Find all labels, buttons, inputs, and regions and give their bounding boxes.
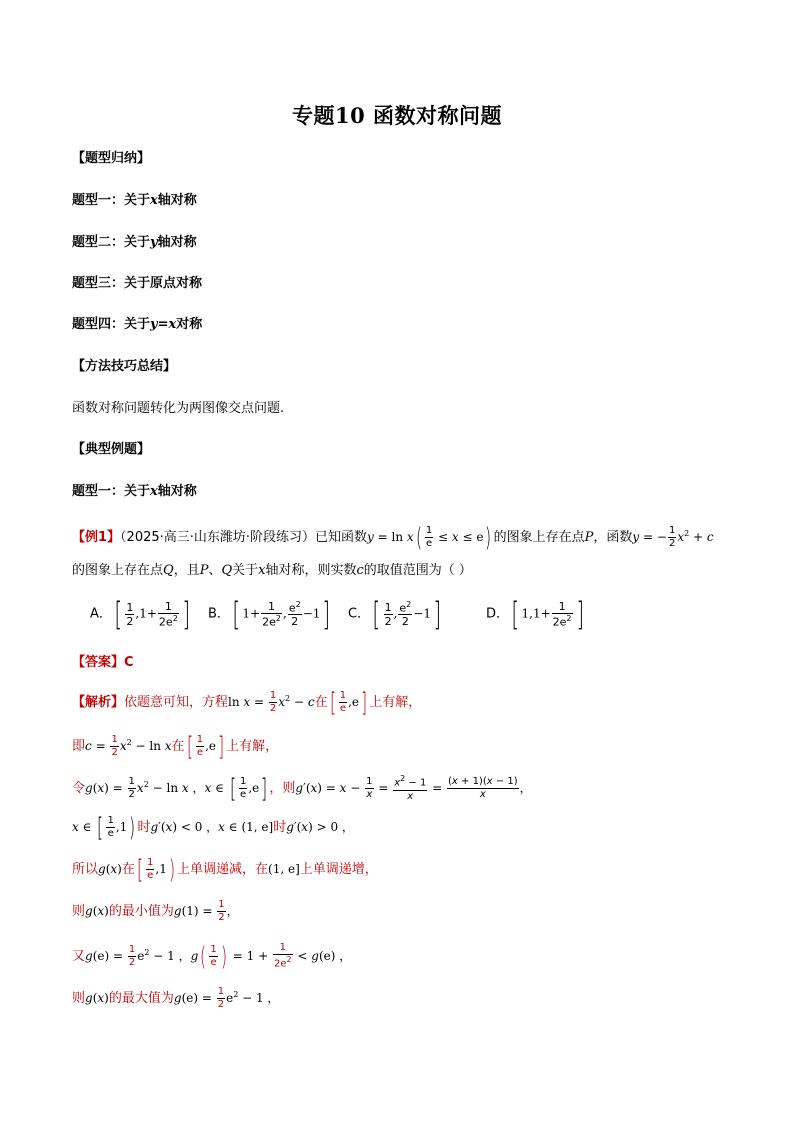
type3-line: 题型三：关于原点对称 xyxy=(72,276,203,291)
option-c[interactable]: C．[ $\frac{1}{2}$ , $\frac{e^2}{2}$ −1] xyxy=(348,595,441,633)
example-label: 【例1】 xyxy=(72,530,121,545)
analysis-line-5: 所以g(x)在[ $\frac{1}{e}$ ,1) 上单调递减，在(1, e]上单调递增， xyxy=(72,854,378,885)
type4-line: 题型四：关于y=x对称 xyxy=(72,317,203,332)
example-line-1: 【例1】（2025·高三·山东潍坊·阶段练习）已知函数y = ln x( $\frac{1}{e}$ ≤ x ≤ e) 的图象上存在点P，函数y = − $\frac{1}{2}$ $x^2 + c$ xyxy=(72,522,714,553)
method-text: 函数对称问题转化为两图像交点问题. xyxy=(72,401,285,416)
types-header: 【题型归纳】 xyxy=(72,151,151,166)
type2-line: 题型二：关于y轴对称 xyxy=(72,235,197,250)
analysis-line-6: 则g(x)的最小值为g(1) = $\frac{1}{2}$ ， xyxy=(72,899,239,923)
examples-header: 【典型例题】 xyxy=(72,442,151,457)
analysis-line-7: 又g(e) = $\frac{1}{2}$ $e^2 - 1$ ，g( $\frac{1}{e}$ ) = 1 + $\frac{1}{2e^2}$ < g(e) ， xyxy=(72,941,352,972)
answer-line: 【答案】C xyxy=(72,655,134,670)
example-type1-line: 题型一：关于x轴对称 xyxy=(72,484,197,499)
analysis-line-2: 即c = $\frac{1}{2}$ $x^2 - \ln x$在[ $\frac{1}{e}$ ,e] 上有解， xyxy=(72,731,279,762)
method-header: 【方法技巧总结】 xyxy=(72,359,177,374)
example-line-2: 的图象上存在点Q，且P、Q关于x轴对称，则实数c的取值范围为（ ） xyxy=(72,563,472,578)
type1-line: 题型一：关于x轴对称 xyxy=(72,193,197,208)
option-a[interactable]: A．[ $\frac{1}{2}$ ,1+ $\frac{1}{2e^2}$ ] xyxy=(90,595,190,633)
option-d[interactable]: D．[ 1,1+ $\frac{1}{2e^2}$ ] xyxy=(486,595,584,633)
analysis-line-4: x ∈ [ $\frac{1}{e}$ ,1) 时g′(x) < 0 ，x ∈ (1, e]时g′(x) > 0 ， xyxy=(72,812,354,843)
analysis-line-1: 【解析】依题意可知，方程ln x = $\frac{1}{2}$ $x^2 - c$在[ $\frac{1}{e}$ ,e] 上有解， xyxy=(72,687,422,718)
analysis-line-3: 令g(x) = $\frac{1}{2}$ $x^2 - \ln x$ ，x ∈ [ $\frac{1}{e}$ ,e] ，则g′(x) = x − $\frac{1}{x}$ = $\frac{x^2 - 1}{x}$ = $\frac{(x + 1)(x - 1)}{x}$ ， xyxy=(72,773,532,804)
analysis-line-8: 则g(x)的最大值为g(e) = $\frac{1}{2}$ $e^2 - 1$ ， xyxy=(72,986,280,1010)
page-title: 专题10 函数对称问题 xyxy=(291,103,503,128)
option-b[interactable]: B．[ 1+ $\frac{1}{2e^2}$ , $\frac{e^2}{2}$ −1] xyxy=(208,595,331,633)
